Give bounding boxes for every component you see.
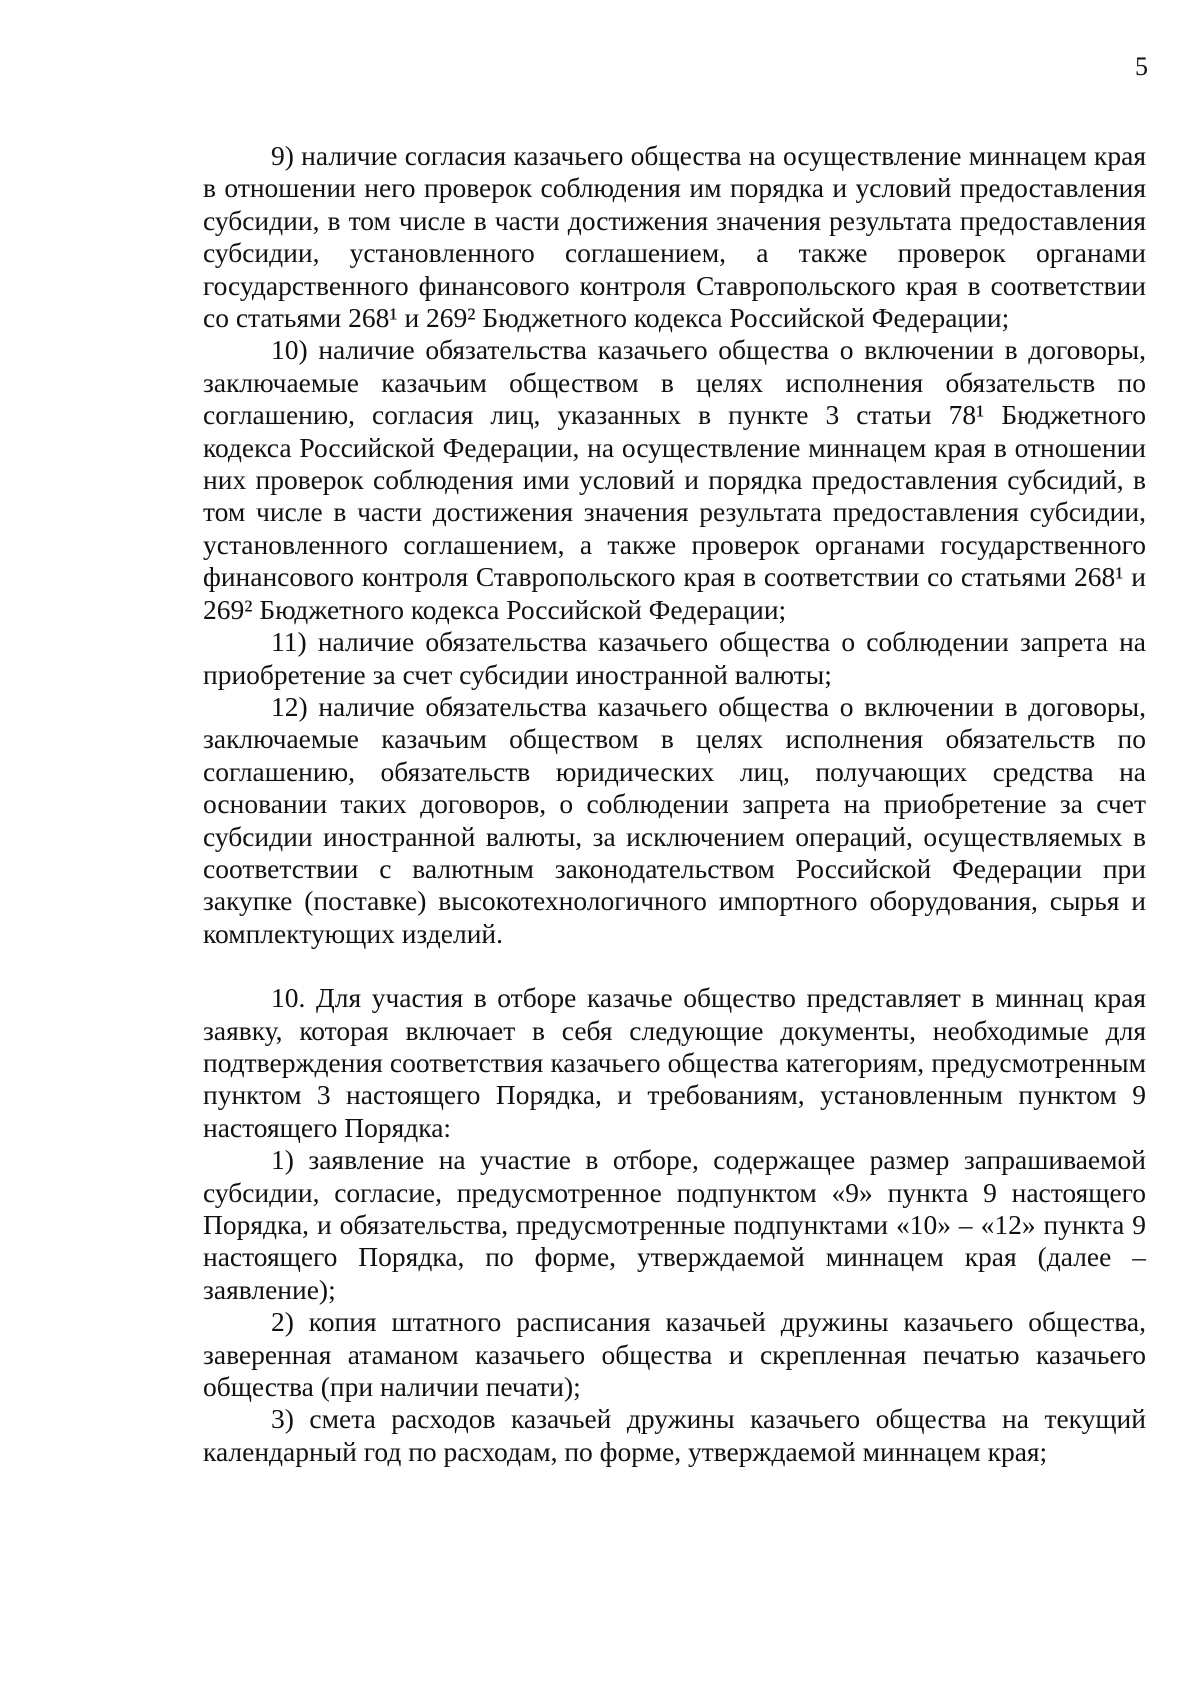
- paragraph-item-10: 10. Для участия в отборе казачье общество представляет в миннац края заявку, которая включает в себя следующие документы, необходимые для подтверждения соответствия казачьего общества категориям, предусмотренным пунктом 3 настоящего Порядка, и требованиям, установленным пунктом 9 настоящего Порядка:: [203, 982, 1146, 1143]
- paragraph-document-1: 1) заявление на участие в отборе, содержащее размер запрашиваемой субсидии, согласие, предусмотренное подпунктом «9» пункта 9 настоящего Порядка, и обязательства, предусмотренные подпунктами «10» – «12» пункта 9 настоящего Порядка, по форме, утверждаемой миннацем края (далее – заявление);: [203, 1144, 1146, 1305]
- paragraph-subitem-10: 10) наличие обязательства казачьего общества о включении в договоры, заключаемые казачьим обществом в целях исполнения обязательств по соглашению, согласия лиц, указанных в пункте 3 статьи 78¹ Бюджетного кодекса Российской Федерации, на осуществление миннацем края в отношении них проверок соблюдения ими условий и порядка предоставления субсидий, в том числе в части достижения значения результата предоставления субсидии, установленного соглашением, а также проверок органами государственного финансового контроля Ставропольского края в соответствии со статьями 268¹ и 269² Бюджетного кодекса Российской Федерации;: [203, 334, 1146, 625]
- paragraph-document-3: 3) смета расходов казачьей дружины казачьего общества на текущий календарный год по расходам, по форме, утверждаемой миннацем края;: [203, 1403, 1146, 1467]
- paragraph-subitem-11: 11) наличие обязательства казачьего общества о соблюдении запрета на приобретение за счет субсидии иностранной валюты;: [203, 626, 1146, 690]
- page-number: 5: [1135, 52, 1148, 81]
- paragraph-subitem-9: 9) наличие согласия казачьего общества на осуществление миннацем края в отношении него проверок соблюдения им порядка и условий предоставления субсидии, в том числе в части достижения значения результата предоставления субсидии, установленного соглашением, а также проверок органами государственного финансового контроля Ставропольского края в соответствии со статьями 268¹ и 269² Бюджетного кодекса Российской Федерации;: [203, 140, 1146, 334]
- document-body: [203, 140, 1146, 1468]
- paragraph-document-2: 2) копия штатного расписания казачьей дружины казачьего общества, заверенная атаманом казачьего общества и скрепленная печатью казачьего общества (при наличии печати);: [203, 1306, 1146, 1403]
- paragraph-subitem-12: 12) наличие обязательства казачьего общества о включении в договоры, заключаемые казачьим обществом в целях исполнения обязательств по соглашению, обязательств юридических лиц, получающих средства на основании таких договоров, о соблюдении запрета на приобретение за счет субсидии иностранной валюты, за исключением операций, осуществляемых в соответствии с валютным законодательством Российской Федерации при закупке (поставке) высокотехнологичного импортного оборудования, сырья и комплектующих изделий.: [203, 690, 1146, 949]
